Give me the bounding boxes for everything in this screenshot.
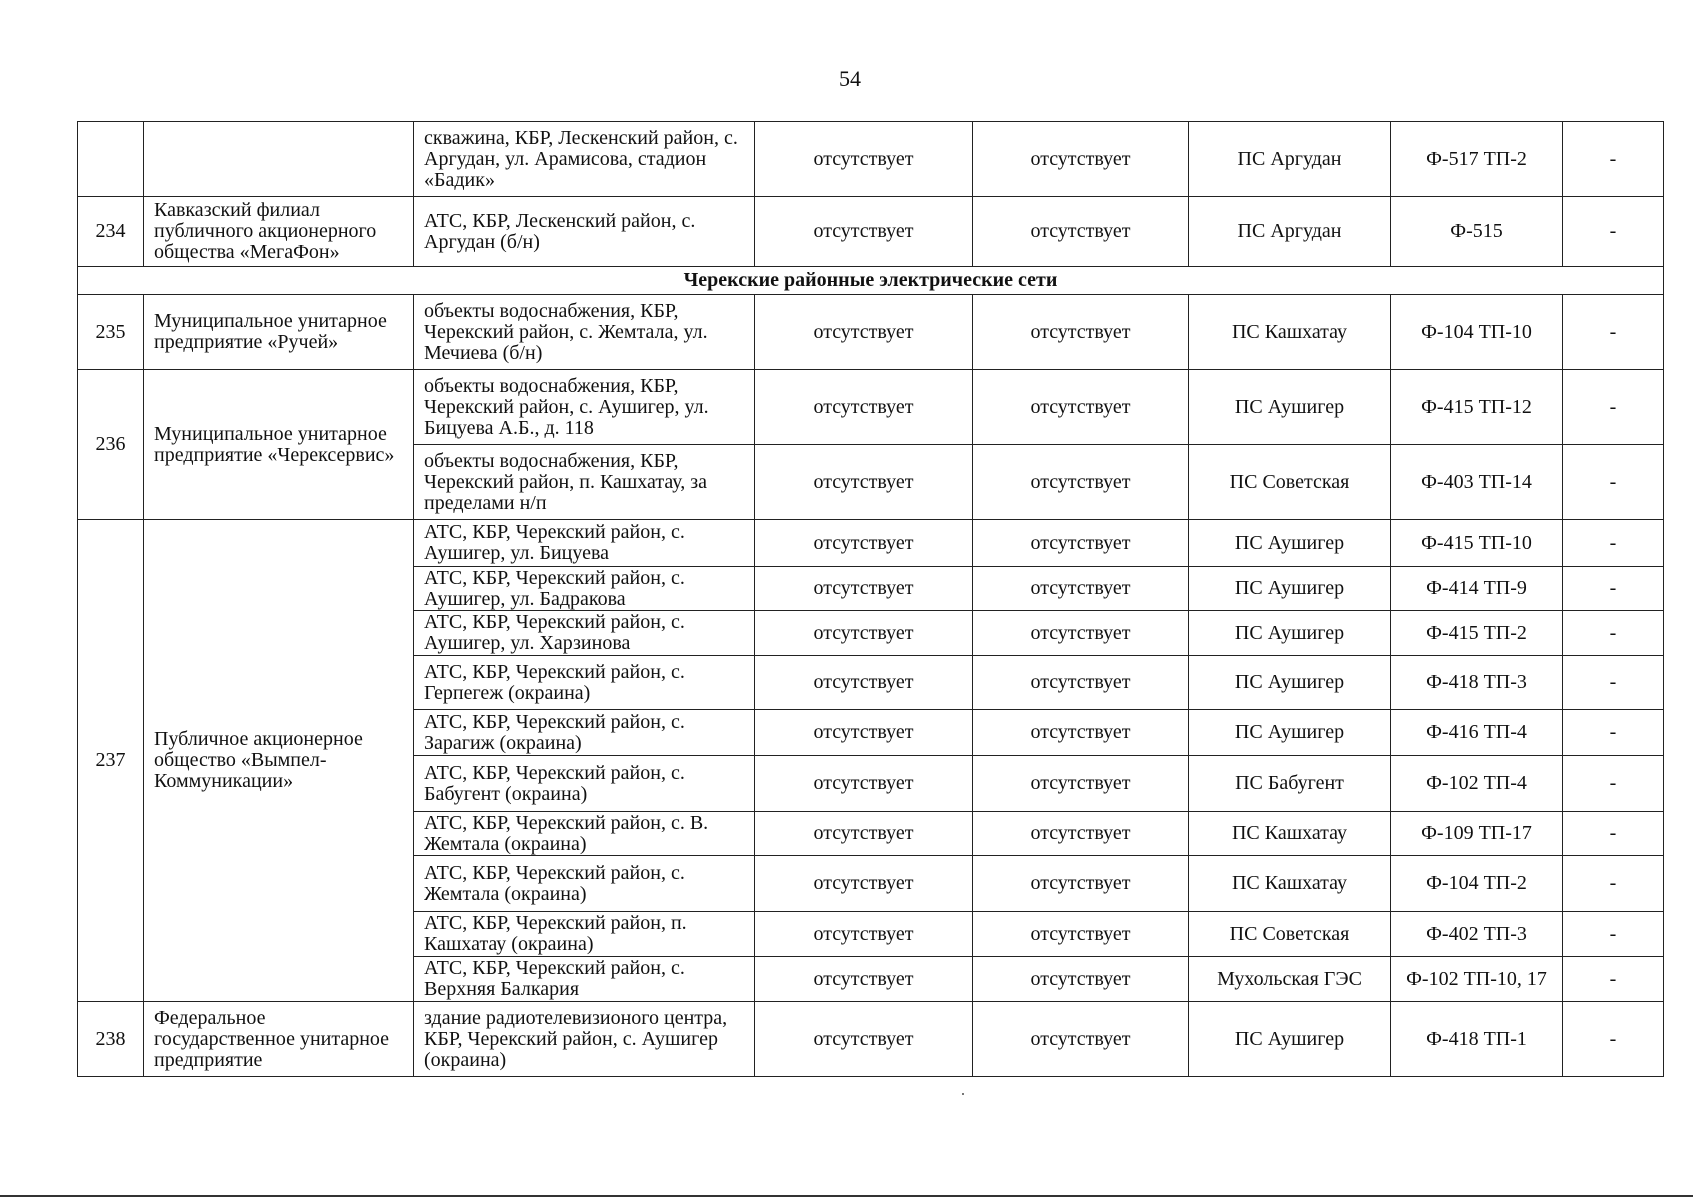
dash-cell: -	[1563, 445, 1664, 520]
status-cell: отсутствует	[973, 756, 1189, 812]
substation: ПС Аргудан	[1189, 122, 1391, 197]
object-location: АТС, КБР, Лескенский район, с. Аргудан (б/н)	[414, 197, 755, 267]
feeder: Ф-418 ТП-1	[1391, 1002, 1563, 1077]
section-row	[78, 267, 1664, 295]
dash-cell: -	[1563, 295, 1664, 370]
feeder: Ф-415 ТП-12	[1391, 370, 1563, 445]
bottom-scan-line	[0, 1195, 1693, 1197]
row-number: 237	[78, 520, 144, 1002]
status-cell: отсутствует	[973, 1002, 1189, 1077]
object-location: здание радиотелевизионого центра, КБР, Черекский район, с. Аушигер (окраина)	[414, 1002, 755, 1077]
dash-cell: -	[1563, 197, 1664, 267]
object-location: АТС, КБР, Черекский район, с. Верхняя Балкария	[414, 957, 755, 1002]
feeder: Ф-402 ТП-3	[1391, 912, 1563, 957]
status-cell: отсутствует	[755, 1002, 973, 1077]
status-cell: отсутствует	[973, 567, 1189, 611]
object-location: объекты водоснабжения, КБР, Черекский район, с. Жемтала, ул. Мечиева (б/н)	[414, 295, 755, 370]
status-cell: отсутствует	[973, 812, 1189, 856]
status-cell: отсутствует	[755, 445, 973, 520]
substation: ПС Аргудан	[1189, 197, 1391, 267]
object-location: АТС, КБР, Черекский район, с. Зарагиж (окраина)	[414, 710, 755, 756]
substation: ПС Аушигер	[1189, 710, 1391, 756]
substation: ПС Кашхатау	[1189, 856, 1391, 912]
substation: ПС Аушигер	[1189, 611, 1391, 656]
feeder: Ф-104 ТП-10	[1391, 295, 1563, 370]
dash-cell: -	[1563, 812, 1664, 856]
row-number: 235	[78, 295, 144, 370]
status-cell: отсутствует	[973, 856, 1189, 912]
table-row	[78, 197, 1664, 267]
substation: ПС Советская	[1189, 912, 1391, 957]
status-cell: отсутствует	[973, 656, 1189, 710]
dash-cell: -	[1563, 1002, 1664, 1077]
feeder: Ф-403 ТП-14	[1391, 445, 1563, 520]
feeder: Ф-416 ТП-4	[1391, 710, 1563, 756]
row-number: 238	[78, 1002, 144, 1077]
dash-cell: -	[1563, 957, 1664, 1002]
section-title: Черекские районные электрические сети	[78, 267, 1664, 295]
feeder: Ф-414 ТП-9	[1391, 567, 1563, 611]
organization: Федеральное государственное унитарное предприятие	[144, 1002, 414, 1077]
organization: Публичное акционерное общество «Вымпел-Коммуникации»	[144, 520, 414, 1002]
dash-cell: -	[1563, 122, 1664, 197]
table-row	[78, 122, 1664, 197]
feeder: Ф-415 ТП-2	[1391, 611, 1563, 656]
organization: Кавказский филиал публичного акционерного общества «МегаФон»	[144, 197, 414, 267]
status-cell: отсутствует	[755, 812, 973, 856]
status-cell: отсутствует	[755, 710, 973, 756]
organization: Муниципальное унитарное предприятие «Черексервис»	[144, 370, 414, 520]
dash-cell: -	[1563, 656, 1664, 710]
status-cell: отсутствует	[755, 567, 973, 611]
feeder: Ф-515	[1391, 197, 1563, 267]
data-table	[77, 121, 1664, 1077]
feeder: Ф-109 ТП-17	[1391, 812, 1563, 856]
object-location: АТС, КБР, Черекский район, с. Аушигер, ул. Бадракова	[414, 567, 755, 611]
status-cell: отсутствует	[755, 611, 973, 656]
status-cell: отсутствует	[755, 197, 973, 267]
substation: ПС Аушигер	[1189, 1002, 1391, 1077]
status-cell: отсутствует	[973, 122, 1189, 197]
status-cell: отсутствует	[973, 912, 1189, 957]
dash-cell: -	[1563, 567, 1664, 611]
table-row	[78, 1002, 1664, 1077]
object-location: скважина, КБР, Лескенский район, с. Аргудан, ул. Арамисова, стадион «Бадик»	[414, 122, 755, 197]
status-cell: отсутствует	[973, 611, 1189, 656]
object-location: АТС, КБР, Черекский район, с. Аушигер, ул. Бицуева	[414, 520, 755, 567]
row-number: 236	[78, 370, 144, 520]
status-cell: отсутствует	[973, 295, 1189, 370]
organization	[144, 122, 414, 197]
dash-cell: -	[1563, 370, 1664, 445]
status-cell: отсутствует	[973, 197, 1189, 267]
dash-cell: -	[1563, 611, 1664, 656]
object-location: АТС, КБР, Черекский район, с. Бабугент (окраина)	[414, 756, 755, 812]
status-cell: отсутствует	[973, 445, 1189, 520]
status-cell: отсутствует	[755, 912, 973, 957]
status-cell: отсутствует	[973, 957, 1189, 1002]
dash-cell: -	[1563, 912, 1664, 957]
substation: ПС Кашхатау	[1189, 812, 1391, 856]
dash-cell: -	[1563, 756, 1664, 812]
status-cell: отсутствует	[755, 520, 973, 567]
table-row	[78, 370, 1664, 445]
substation: ПС Аушигер	[1189, 567, 1391, 611]
feeder: Ф-418 ТП-3	[1391, 656, 1563, 710]
status-cell: отсутствует	[755, 957, 973, 1002]
object-location: АТС, КБР, Черекский район, с. Герпегеж (окраина)	[414, 656, 755, 710]
feeder: Ф-102 ТП-4	[1391, 756, 1563, 812]
status-cell: отсутствует	[755, 295, 973, 370]
dash-cell: -	[1563, 710, 1664, 756]
feeder: Ф-517 ТП-2	[1391, 122, 1563, 197]
substation: ПС Аушигер	[1189, 370, 1391, 445]
object-location: АТС, КБР, Черекский район, с. В. Жемтала (окраина)	[414, 812, 755, 856]
substation: ПС Советская	[1189, 445, 1391, 520]
object-location: АТС, КБР, Черекский район, п. Кашхатау (окраина)	[414, 912, 755, 957]
status-cell: отсутствует	[973, 710, 1189, 756]
object-location: объекты водоснабжения, КБР, Черекский район, с. Аушигер, ул. Бицуева А.Б., д. 118	[414, 370, 755, 445]
status-cell: отсутствует	[755, 756, 973, 812]
dash-cell: -	[1563, 520, 1664, 567]
substation: ПС Аушигер	[1189, 656, 1391, 710]
object-location: АТС, КБР, Черекский район, с. Жемтала (окраина)	[414, 856, 755, 912]
substation: ПС Бабугент	[1189, 756, 1391, 812]
row-number	[78, 122, 144, 197]
feeder: Ф-102 ТП-10, 17	[1391, 957, 1563, 1002]
page-number: 54	[839, 66, 861, 91]
feeder: Ф-104 ТП-2	[1391, 856, 1563, 912]
scan-speck	[962, 1093, 964, 1095]
dash-cell: -	[1563, 856, 1664, 912]
substation: ПС Аушигер	[1189, 520, 1391, 567]
table-row	[78, 295, 1664, 370]
object-location: объекты водоснабжения, КБР, Черекский район, п. Кашхатау, за пределами н/п	[414, 445, 755, 520]
substation: ПС Кашхатау	[1189, 295, 1391, 370]
organization: Муниципальное унитарное предприятие «Ручей»	[144, 295, 414, 370]
row-number: 234	[78, 197, 144, 267]
object-location: АТС, КБР, Черекский район, с. Аушигер, ул. Харзинова	[414, 611, 755, 656]
feeder: Ф-415 ТП-10	[1391, 520, 1563, 567]
status-cell: отсутствует	[755, 856, 973, 912]
status-cell: отсутствует	[755, 656, 973, 710]
status-cell: отсутствует	[973, 370, 1189, 445]
substation: Мухольская ГЭС	[1189, 957, 1391, 1002]
status-cell: отсутствует	[755, 122, 973, 197]
status-cell: отсутствует	[755, 370, 973, 445]
status-cell: отсутствует	[973, 520, 1189, 567]
table-row	[78, 520, 1664, 567]
